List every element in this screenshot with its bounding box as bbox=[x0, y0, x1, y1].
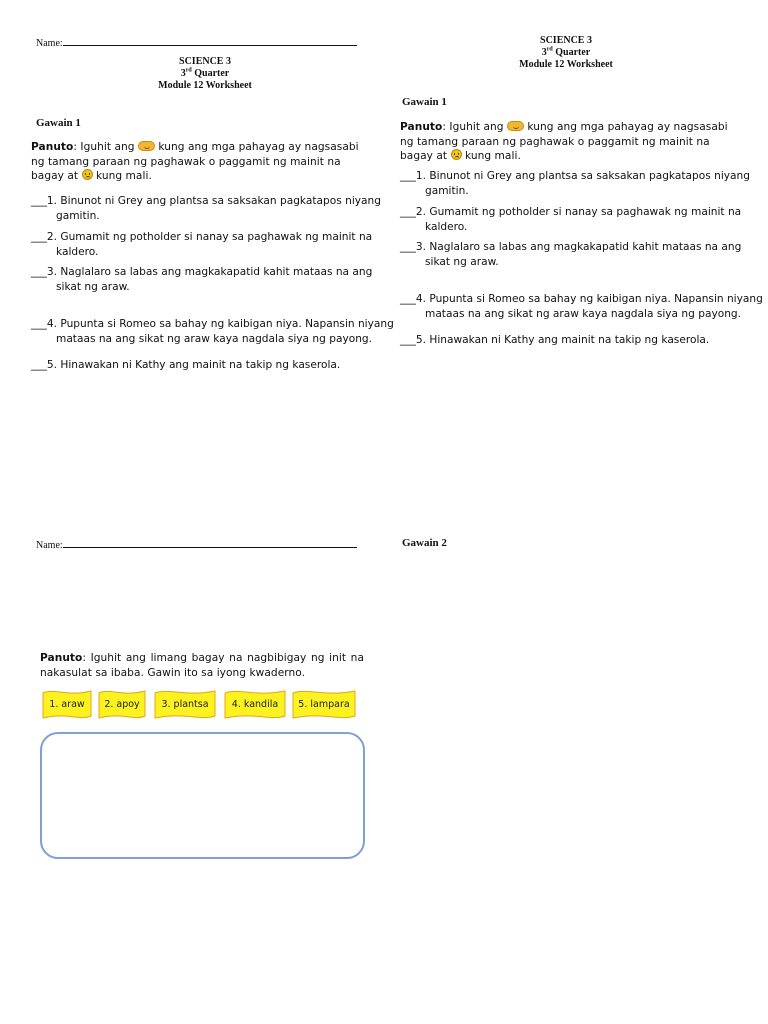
module-title: Module 12 Worksheet bbox=[519, 59, 613, 70]
flag-label-5 bbox=[292, 689, 356, 721]
panuto-instructions: Panuto: Iguhit ang kung ang mga pahayag ay nagsasabi ng tamang paraan ng paghawak o paggamit ng mainit na bagay at kung mali. bbox=[31, 141, 359, 182]
subject-title: SCIENCE 3 bbox=[540, 35, 592, 46]
panuto-label: Panuto bbox=[40, 652, 83, 664]
gawain-2-title: Gawain 2 bbox=[402, 537, 447, 549]
item-3: ___3. Naglalaro sa labas ang magkakapatid kahit mataas na ang sikat ng araw. bbox=[31, 266, 373, 293]
item-1-right: ___1. Binunot ni Grey ang plantsa sa saksakan pagkatapos niyang gamitin. bbox=[400, 170, 750, 197]
name-line[interactable] bbox=[63, 538, 357, 548]
sad-face-icon bbox=[82, 169, 93, 180]
flag-label-2 bbox=[98, 689, 146, 721]
drawing-area-box[interactable] bbox=[40, 732, 365, 859]
module-title: Module 12 Worksheet bbox=[158, 80, 252, 91]
panuto-instructions-right: Panuto: Iguhit ang kung ang mga pahayag ay nagsasabi ng tamang paraan ng paghawak o paggamit ng mainit na bagay at kung mali. bbox=[400, 121, 728, 162]
item-5: ___5. Hinawakan ni Kathy ang mainit na takip ng kaserola. bbox=[31, 359, 341, 371]
name-row bbox=[36, 36, 357, 49]
flag-label-1 bbox=[42, 689, 92, 721]
item-2: ___2. Gumamit ng potholder si nanay sa paghawak ng mainit na kaldero. bbox=[31, 231, 373, 258]
name-label: Name: bbox=[36, 540, 63, 551]
flag-label-3 bbox=[154, 689, 216, 721]
flag-text: 1. araw bbox=[49, 699, 85, 710]
worksheet-header bbox=[95, 56, 315, 92]
name-row-bottom bbox=[36, 538, 357, 551]
happy-face-icon bbox=[507, 121, 524, 131]
panuto-label: Panuto bbox=[400, 121, 443, 133]
item-3-right: ___3. Naglalaro sa labas ang magkakapatid kahit mataas na ang sikat ng araw. bbox=[400, 241, 742, 268]
item-4: ___4. Pupunta si Romeo sa bahay ng kaibigan niya. Napansin niyang mataas na ang sikat ng araw kaya nagdala siya ng payong. bbox=[31, 318, 394, 345]
flag-text: 3. plantsa bbox=[161, 699, 209, 710]
flag-text: 2. apoy bbox=[104, 699, 140, 710]
subject-title: SCIENCE 3 bbox=[179, 56, 231, 67]
item-4-right: ___4. Pupunta si Romeo sa bahay ng kaibigan niya. Napansin niyang mataas na ang sikat ng araw kaya nagdala siya ng payong. bbox=[400, 293, 763, 320]
gawain-title-right: Gawain 1 bbox=[402, 96, 447, 108]
item-2-right: ___2. Gumamit ng potholder si nanay sa paghawak ng mainit na kaldero. bbox=[400, 206, 742, 233]
quarter-label: 3rd Quarter bbox=[541, 46, 591, 58]
flag-text: 5. lampara bbox=[298, 699, 350, 710]
panuto-label: Panuto bbox=[31, 141, 74, 153]
quarter-label: 3rd Quarter bbox=[180, 67, 230, 79]
name-line[interactable] bbox=[63, 36, 357, 46]
panuto-instructions-bottom: Panuto: Iguhit ang limang bagay na nagbibigay ng init na nakasulat sa ibaba. Gawin ito sa iyong kwaderno. bbox=[40, 652, 364, 679]
flag-text: 4. kandila bbox=[231, 699, 279, 710]
sad-face-icon bbox=[451, 149, 462, 160]
name-label: Name: bbox=[36, 38, 63, 49]
item-5-right: ___5. Hinawakan ni Kathy ang mainit na takip ng kaserola. bbox=[400, 334, 710, 346]
worksheet-header-right bbox=[456, 35, 676, 71]
item-1: ___1. Binunot ni Grey ang plantsa sa saksakan pagkatapos niyang gamitin. bbox=[31, 195, 381, 222]
happy-face-icon bbox=[138, 141, 155, 151]
flag-label-4 bbox=[224, 689, 286, 721]
gawain-title: Gawain 1 bbox=[36, 117, 81, 129]
